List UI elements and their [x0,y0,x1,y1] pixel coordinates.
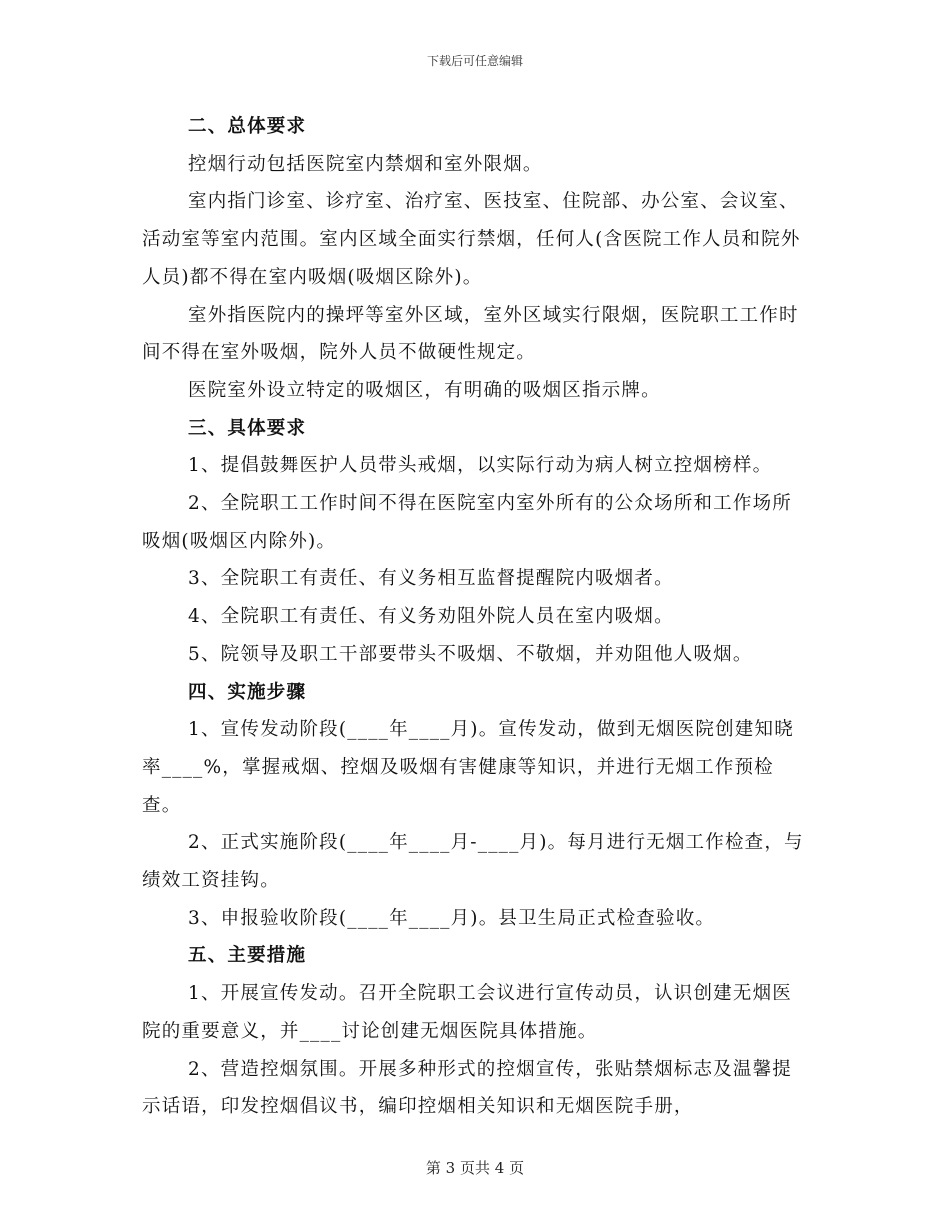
page-footer: 第 3 页共 4 页 [425,1159,525,1177]
list-item: 3、全院职工有责任、有义务相互监督提醒院内吸烟者。 [188,568,674,590]
list-item: 1、提倡鼓舞医护人员带头戒烟，以实际行动为病人树立控烟榜样。 [188,455,773,477]
list-item: 5、院领导及职工干部要带头不吸烟、不敬烟，并劝阻他人吸烟。 [188,643,753,665]
list-item: 1、开展宣传发动。召开全院职工会议进行宣传动员，认识创建无烟医院的重要意义，并____讨论创建无烟医院具体措施。 [142,983,792,1042]
list-item: 3、申报验收阶段(____年____月)。县卫生局正式检查验收。 [188,907,716,929]
section-heading: 三、具体要求 [188,417,307,439]
list-item: 2、正式实施阶段(____年____月-____月)。每月进行无烟工作检查，与绩效工资挂钩。 [142,832,804,892]
paragraph: 控烟行动包括医院室内禁烟和室外限烟。 [188,153,543,175]
list-item: 1、宣传发动阶段(____年____月)。宣传发动，做到无烟医院创建知晓率____%，掌握戒烟、控烟及吸烟有害健康等知识，并进行无烟工作预检查。 [142,719,794,816]
section-heading: 二、总体要求 [188,116,307,137]
section-heading: 五、主要措施 [188,945,307,967]
list-item: 2、营造控烟氛围。开展多种形式的控烟宣传，张贴禁烟标志及温馨提示话语，印发控烟倡议书，编印控烟相关知识和无烟医院手册， [142,1058,792,1118]
section-heading: 四、实施步骤 [188,681,307,703]
paragraph: 室外指医院内的操坪等室外区域，室外区域实行限烟，医院职工工作时间不得在室外吸烟，院外人员不做硬性规定。 [142,304,799,364]
list-item: 2、全院职工工作时间不得在医院室内室外所有的公众场所和工作场所吸烟(吸烟区内除外)。 [142,493,792,552]
document-body [142,108,810,1126]
paragraph: 室内指门诊室、诊疗室、治疗室、医技室、住院部、办公室、会议室、活动室等室内范围。室内区域全面实行禁烟，任何人(含医院工作人员和院外人员)都不得在室内吸烟(吸烟区除外)。 [142,191,801,288]
page-header: 下载后可任意编辑 [426,54,523,68]
list-item: 4、全院职工有责任、有义务劝阻外院人员在室内吸烟。 [188,606,674,628]
paragraph: 医院室外设立特定的吸烟区，有明确的吸烟区指示牌。 [188,379,661,401]
